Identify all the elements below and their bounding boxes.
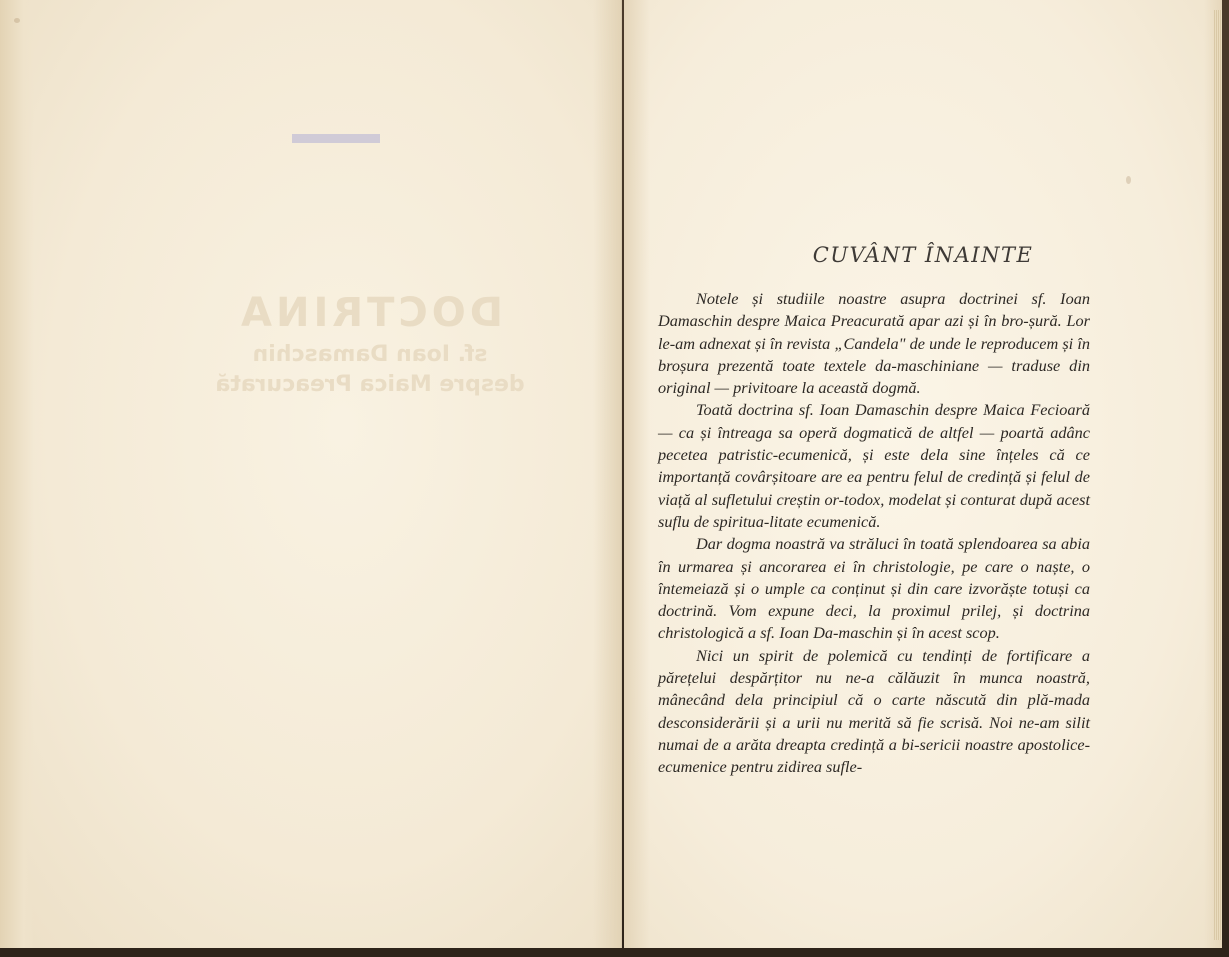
ink-mark: [292, 134, 380, 143]
paragraph: Dar dogma noastră va străluci în toată splendoarea sa abia în urmarea și ancorarea ei în christologie, pe care o naște, o întemeiază și o umple ca conținut și din care izvorăște totuși ca doctrină. Vom expune deci, la proximul prilej, și doctrina christologică a sf. Ioan Da-maschin și în acest scop.: [658, 534, 1090, 643]
bleed-through-title: DOCTRINA: [237, 290, 503, 336]
page-stack-edge: [1214, 10, 1222, 940]
right-page-gutter: [624, 0, 650, 948]
bleed-through-subtitle-2: despre Maica Preacurată: [215, 372, 525, 397]
right-page: [624, 0, 1222, 948]
paper-spot: [14, 18, 20, 23]
foreword-text: [658, 288, 1090, 779]
bleed-through-subtitle-1: sf. Ioan Damaschin: [252, 342, 488, 367]
left-page-gutter: [593, 0, 621, 948]
paragraph: Notele și studiile noastre asupra doctrinei sf. Ioan Damaschin despre Maica Preacurată apar azi și în bro-șură. Lor le-am adnexat și în revista „Candela" de unde le reproducem și în broșura prezentă toate textele da-maschiniane — traduse din original — privitoare la această dogmă.: [658, 289, 1090, 398]
left-page-edge: [0, 0, 34, 948]
paragraph: Toată doctrina sf. Ioan Damaschin despre Maica Fecioară — ca și întreaga sa operă dogmatică de altfel — poartă adânc pecetea patristic-ecumenică, și este dela sine înțeles că ce importanță covârșitoare are ea pentru felul de credință și felul de viață al sufletului creștin or-todox, modelat și conturat după acest suflu de spiritua-litate ecumenică.: [658, 400, 1090, 531]
paragraph: Nici un spirit de polemică cu tendinți de fortificare a părețelui despărțitor nu ne-a călăuzit în munca noastră, mânecând dela principiul că o carte născută din plă-mada desconsiderării și a urii nu merită să fie scrisă. Noi ne-am silit numai de a arăta dreapta credință a bi-sericii noastre apostolice-ecumenice pentru zidirea sufle-: [658, 645, 1090, 777]
page-heading: CUVÂNT ÎNAINTE: [812, 243, 1034, 267]
paper-spot: [1126, 176, 1131, 184]
